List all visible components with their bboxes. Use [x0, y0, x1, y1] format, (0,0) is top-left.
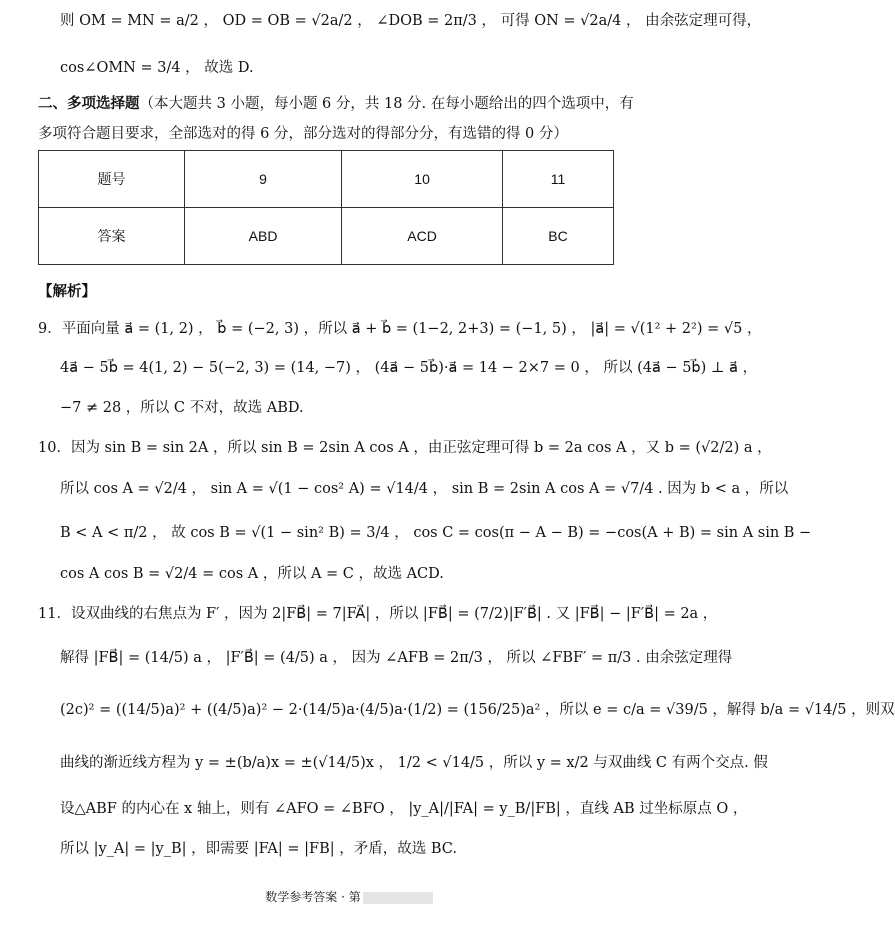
solution-10-line: B < A < π/2 ， 故 cos B = √(1 − sin² B) = 3/4 ， cos C = cos(π − A − B) = −cos(A + B) = sin A sin B − — [60, 525, 812, 541]
section-desc-line: 多项符合题目要求，全部选对的得 6 分，部分选对的得部分分，有选错的得 0 分） — [38, 126, 568, 142]
table-cell: 题号 — [39, 151, 185, 208]
answer-table — [38, 150, 614, 265]
solution-11-line: (2c)² = ((14/5)a)² + ((4/5)a)² − 2·(14/5)a·(4/5)a·(1/2) = (156/25)a² ，所以 e = c/a = √39/5 ，解得 b/a = √14/5 ，则双 — [60, 702, 895, 718]
table-cell: ABD — [185, 208, 342, 265]
footer-text: 数学参考答案 · 第 — [265, 890, 361, 904]
page-footer — [0, 888, 698, 905]
table-cell: 11 — [503, 151, 614, 208]
solution-10-line: cos A cos B = √2/4 = cos A ，所以 A = C ，故选 ACD. — [60, 566, 444, 582]
table-row — [39, 208, 614, 265]
analysis-heading: 【解析】 — [38, 283, 96, 300]
solution-10-line: 10．因为 sin B = sin 2A ，所以 sin B = 2sin A cos A ，由正弦定理可得 b = 2a cos A ，又 b = (√2/2) a ， — [38, 440, 772, 456]
solution-9-line: 9．平面向量 a⃗ = (1, 2) ， b⃗ = (−2, 3) ，所以 a⃗ + b⃗ = (1−2, 2+3) = (−1, 5) ， |a⃗| = √(1² + 2²) = √5 ， — [38, 321, 762, 337]
solution-11-line: 设△ABF 的内心在 x 轴上，则有 ∠AFO = ∠BFO ， |y_A|/|FA| = y_B/|FB| ，直线 AB 过坐标原点 O ， — [60, 801, 748, 817]
table-row — [39, 151, 614, 208]
table-cell: 10 — [342, 151, 503, 208]
solution-9-line: −7 ≠ 28 ，所以 C 不对，故选 ABD. — [60, 400, 304, 416]
text-line: cos∠OMN = 3/4 ， 故选 D. — [60, 60, 254, 76]
section-desc: （本大题共 3 小题，每小题 6 分，共 18 分. 在每小题给出的四个选项中，有 — [139, 96, 634, 112]
section-heading — [38, 93, 634, 115]
smudge-mark — [363, 892, 433, 904]
solution-9-line: 4a⃗ − 5b⃗ = 4(1, 2) − 5(−2, 3) = (14, −7) ， (4a⃗ − 5b⃗)·a⃗ = 14 − 2×7 = 0 ， 所以 (4a⃗ − 5b⃗) ⊥ a⃗ ， — [60, 360, 758, 376]
solution-10-line: 所以 cos A = √2/4 ， sin A = √(1 − cos² A) = √14/4 ， sin B = 2sin A cos A = √7/4 . 因为 b < a ，所以 — [60, 481, 789, 497]
table-cell: BC — [503, 208, 614, 265]
solution-11-line: 曲线的渐近线方程为 y = ±(b/a)x = ±(√14/5)x ， 1/2 < √14/5 ，所以 y = x/2 与双曲线 C 有两个交点. 假 — [60, 755, 768, 771]
solution-11-line: 11．设双曲线的右焦点为 F′ ，因为 2|FB⃗| = 7|FA⃗| ，所以 |FB⃗| = (7/2)|F′B⃗| . 又 |FB⃗| − |F′B⃗| = 2a ， — [38, 606, 718, 622]
section-title: 二、多项选择题 — [38, 95, 140, 112]
table-cell: 答案 — [39, 208, 185, 265]
table-cell: ACD — [342, 208, 503, 265]
solution-11-line: 所以 |y_A| = |y_B| ，即需要 |FA| = |FB| ，矛盾，故选 BC. — [60, 841, 457, 857]
table-cell: 9 — [185, 151, 342, 208]
text-line: 则 OM = MN = a/2 ， OD = OB = √2a/2 ， ∠DOB = 2π/3 ， 可得 ON = √2a/4 ， 由余弦定理可得， — [60, 13, 762, 29]
solution-11-line: 解得 |FB⃗| = (14/5) a ， |F′B⃗| = (4/5) a ， 因为 ∠AFB = 2π/3 ， 所以 ∠FBF′ = π/3 . 由余弦定理得 — [60, 650, 733, 666]
